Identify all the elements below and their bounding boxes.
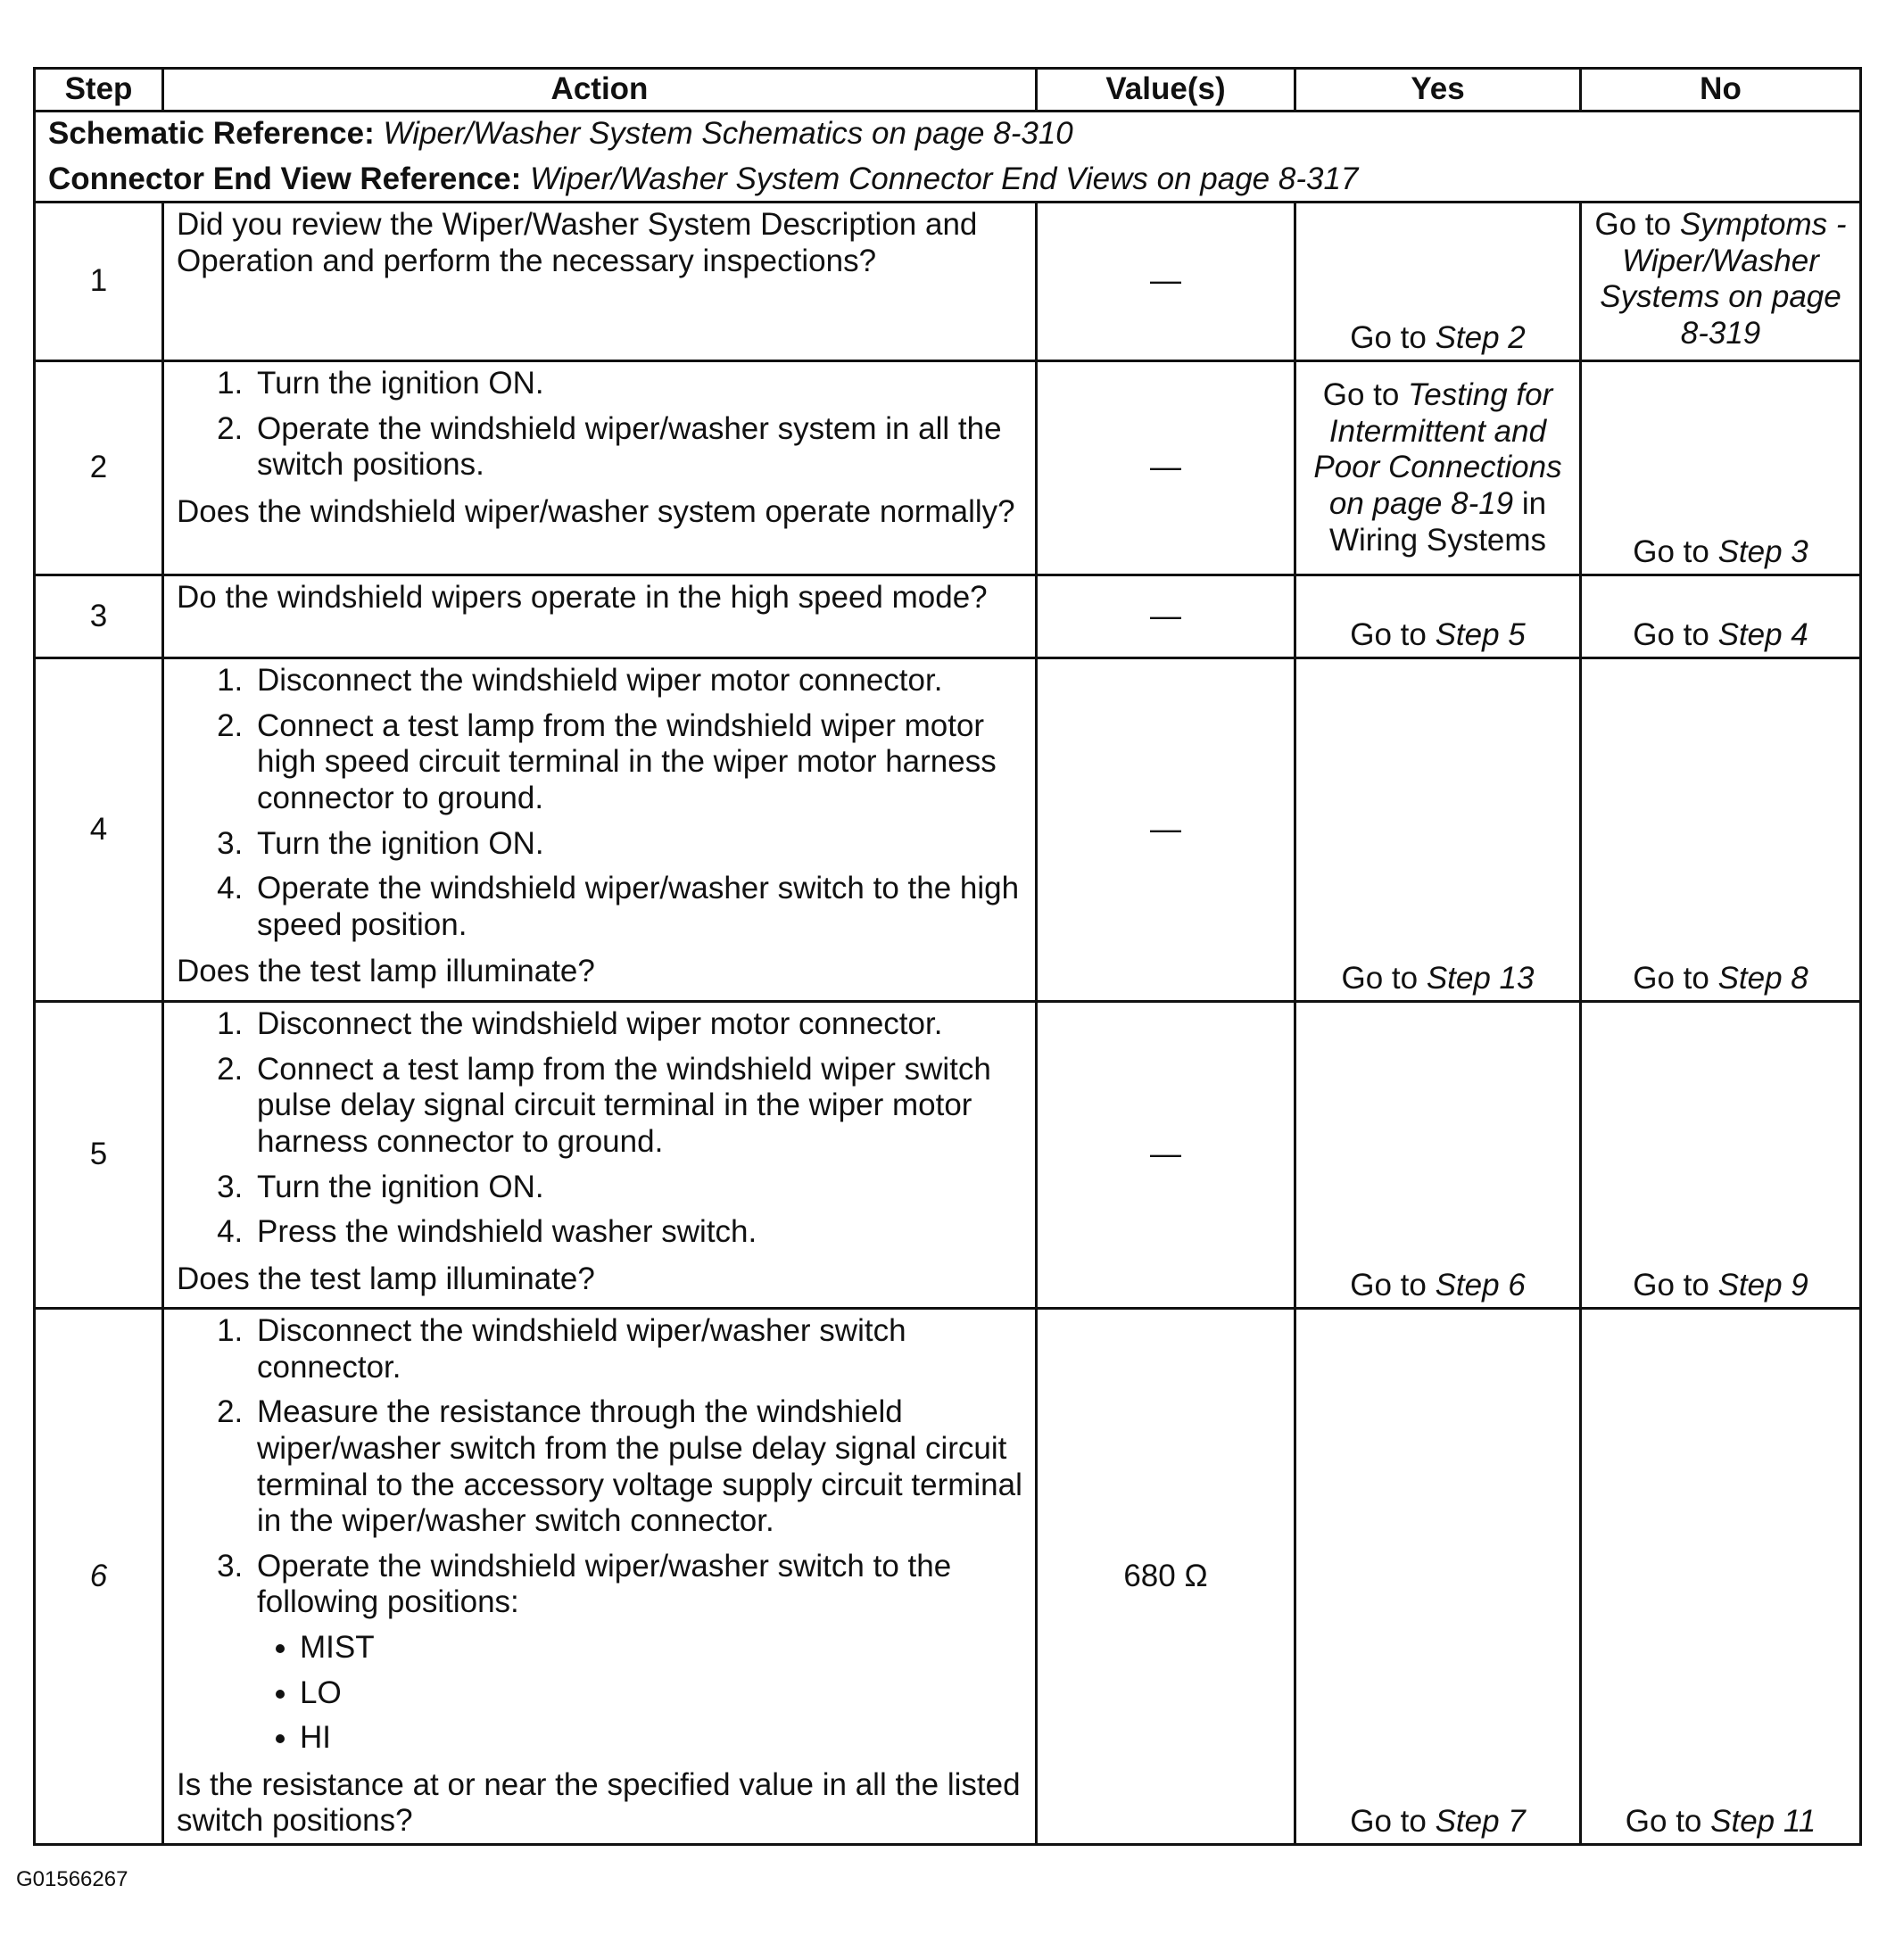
substep: 1. Disconnect the windshield wiper/washer switch connector. [252,1313,1022,1385]
no-cell [1581,203,1861,361]
table-row [35,361,1861,575]
no-prefix: Go to [1633,1267,1718,1303]
action-cell [163,1309,1037,1845]
step-number: 3 [35,575,163,658]
substep: 3. Turn the ignition ON. [252,826,1022,863]
table-row [35,658,1861,1002]
no-cell [1581,658,1861,1002]
yes-cell [1295,1309,1581,1845]
connector-reference [48,161,1847,198]
step-question: Did you review the Wiper/Washer System Description and Operation and perform the necessary inspections? [177,207,978,278]
position-list [257,1630,1022,1757]
no-cell [1581,575,1861,658]
position-item: • LO [300,1675,1022,1712]
no-link[interactable]: Step 3 [1717,533,1808,569]
no-link[interactable]: Step 11 [1710,1803,1816,1839]
value-cell: — [1037,203,1295,361]
yes-cell [1295,575,1581,658]
connector-reference-link[interactable]: Wiper/Washer System Connector End Views on page 8-317 [530,161,1359,196]
step-question: Does the windshield wiper/washer system operate normally? [177,493,1015,529]
schematic-reference-label: Schematic Reference: [48,116,375,151]
yes-prefix: Go to [1350,616,1436,652]
yes-prefix: Go to [1341,960,1427,996]
yes-link[interactable]: Step 7 [1435,1803,1526,1839]
step-number: 6 [35,1309,163,1845]
no-prefix: Go to [1633,533,1718,569]
position-item: • MIST [300,1630,1022,1666]
header-action: Action [163,69,1037,112]
step-question: Do the windshield wipers operate in the high speed mode? [177,580,988,616]
no-prefix: Go to [1633,960,1718,996]
substep: 3. Turn the ignition ON. [252,1170,1022,1206]
substep: 2. Connect a test lamp from the windshield wiper switch pulse delay signal circuit terminal in the wiper motor harness connector to ground. [252,1052,1022,1161]
yes-cell [1295,1002,1581,1309]
value-cell: — [1037,575,1295,658]
header-step: Step [35,69,163,112]
step-number: 5 [35,1002,163,1309]
substep: 2. Connect a test lamp from the windshield wiper motor high speed circuit terminal in the wiper motor harness connector to ground. [252,708,1022,817]
no-cell [1581,1309,1861,1845]
step-number: 4 [35,658,163,1002]
step-question: Does the test lamp illuminate? [177,954,595,989]
step-number: 1 [35,203,163,361]
step-question: Is the resistance at or near the specified value in all the listed switch positions? [177,1766,1021,1839]
substep-list [177,1313,1022,1757]
table-row [35,575,1861,658]
substep: 4. Operate the windshield wiper/washer switch to the high speed position. [252,871,1022,943]
yes-cell [1295,203,1581,361]
yes-cell [1295,361,1581,575]
no-prefix: Go to [1625,1803,1711,1839]
no-link[interactable]: Symptoms - Wiper/Washer Systems on page 8-319 [1600,207,1847,351]
header-row [35,69,1861,112]
no-cell [1581,361,1861,575]
header-values: Value(s) [1037,69,1295,112]
yes-prefix: Go to [1350,319,1436,355]
yes-link[interactable]: Step 5 [1435,616,1526,652]
reference-row [35,112,1861,203]
yes-suffix: in Wiring Systems [1328,485,1547,558]
substep: 2. Operate the windshield wiper/washer system in all the switch positions. [252,411,1022,484]
position-item: • HI [300,1720,1022,1757]
step-number: 2 [35,361,163,575]
diagnostic-table [33,67,1862,1846]
yes-link[interactable]: Testing for Intermittent and Poor Connections on page 8-19 [1313,377,1562,521]
no-prefix: Go to [1594,207,1680,243]
step-question: Does the test lamp illuminate? [177,1261,595,1296]
substep-list [177,1006,1022,1251]
no-link[interactable]: Step 4 [1717,616,1808,652]
substep: 1. Disconnect the windshield wiper motor connector. [252,663,1022,699]
table-row [35,1309,1861,1845]
no-prefix: Go to [1633,616,1718,652]
header-yes: Yes [1295,69,1581,112]
schematic-reference-link[interactable]: Wiper/Washer System Schematics on page 8-310 [383,116,1073,151]
action-cell [163,361,1037,575]
substep: 4. Press the windshield washer switch. [252,1214,1022,1251]
value-cell: — [1037,658,1295,1002]
yes-link[interactable]: Step 6 [1435,1267,1526,1303]
value-cell: — [1037,1002,1295,1309]
substep: 2. Measure the resistance through the windshield wiper/washer switch from the pulse delay signal circuit terminal to the accessory voltage supply circuit terminal in the wiper/washer switch connector. [252,1394,1022,1539]
action-cell [163,658,1037,1002]
table-row [35,1002,1861,1309]
action-cell [163,575,1037,658]
substep-text: Operate the windshield wiper/washer switch to the following positions: [257,1548,952,1620]
substep-list [177,663,1022,943]
yes-prefix: Go to [1322,377,1409,413]
no-link[interactable]: Step 9 [1717,1267,1808,1303]
connector-reference-label: Connector End View Reference: [48,161,522,196]
schematic-reference [48,116,1847,153]
substep: 1. Disconnect the windshield wiper motor connector. [252,1006,1022,1043]
yes-prefix: Go to [1350,1803,1436,1839]
value-cell: 680 Ω [1037,1309,1295,1845]
action-cell [163,1002,1037,1309]
substep-list [177,366,1022,484]
figure-id: G01566267 [16,1867,128,1891]
table-row [35,203,1861,361]
action-cell [163,203,1037,361]
no-cell [1581,1002,1861,1309]
no-link[interactable]: Step 8 [1717,960,1808,996]
reference-cell [35,112,1861,203]
yes-link[interactable]: Step 2 [1435,319,1526,355]
substep: 1. Turn the ignition ON. [252,366,1022,402]
substep [252,1549,1022,1757]
header-no: No [1581,69,1861,112]
yes-prefix: Go to [1350,1267,1436,1303]
yes-cell [1295,658,1581,1002]
yes-link[interactable]: Step 13 [1426,960,1535,996]
value-cell: — [1037,361,1295,575]
